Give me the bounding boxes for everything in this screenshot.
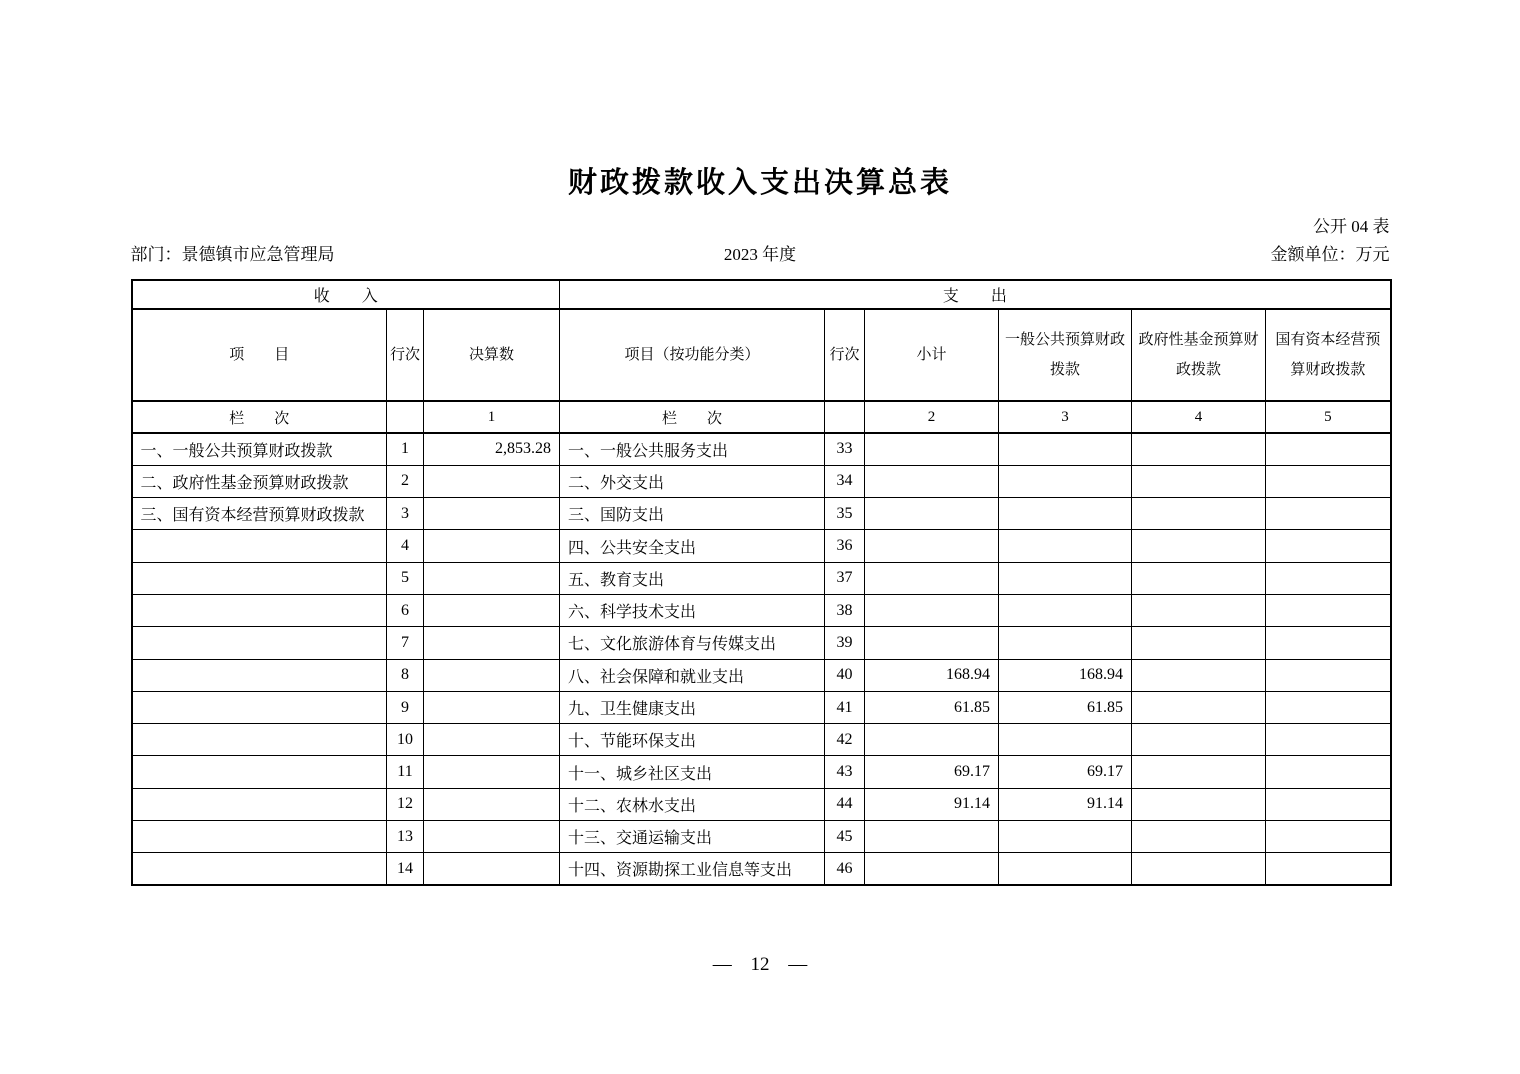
income-item-cell [132, 724, 387, 756]
expense-item-cell: 八、社会保障和就业支出 [560, 659, 825, 691]
income-amount-cell [424, 756, 560, 788]
table-code-label: 公开 04 表 [1313, 217, 1390, 236]
expense-item-cell: 六、科学技术支出 [560, 594, 825, 626]
income-amount-cell [424, 594, 560, 626]
expense-item-cell: 十二、农林水支出 [560, 788, 825, 820]
gov-fund-amount-cell [1132, 691, 1266, 723]
header-expense-row-no: 行次 [825, 309, 865, 401]
table-row [132, 853, 1391, 885]
income-item-cell [132, 756, 387, 788]
expense-item-cell: 四、公共安全支出 [560, 530, 825, 562]
department-label: 部门：景德镇市应急管理局 [130, 245, 335, 264]
expense-item-cell: 五、教育支出 [560, 562, 825, 594]
income-item-cell [132, 691, 387, 723]
income-row-number-cell: 3 [387, 498, 424, 530]
table-row [132, 562, 1391, 594]
income-row-number-cell: 6 [387, 594, 424, 626]
state-capital-amount-cell [1266, 821, 1391, 853]
income-amount-cell [424, 821, 560, 853]
table-row [132, 627, 1391, 659]
gov-fund-amount-cell [1132, 756, 1266, 788]
income-amount-cell [424, 465, 560, 497]
page-number: — 12 — [712, 954, 808, 975]
header-state-capital-budget: 国有资本经营预算财政拨款 [1266, 309, 1391, 401]
income-row-number-cell: 7 [387, 627, 424, 659]
general-budget-amount-cell [999, 465, 1132, 497]
general-budget-amount-cell [999, 594, 1132, 626]
income-row-number-cell: 12 [387, 788, 424, 820]
gov-fund-amount-cell [1132, 433, 1266, 465]
budget-summary-table [131, 279, 1392, 886]
expense-row-number-cell: 44 [825, 788, 865, 820]
table-row [132, 594, 1391, 626]
index-income-row-no [387, 401, 424, 433]
table-row [132, 724, 1391, 756]
expense-item-cell: 七、文化旅游体育与传媒支出 [560, 627, 825, 659]
column-index-row [132, 401, 1391, 433]
expense-item-cell: 三、国防支出 [560, 498, 825, 530]
index-col-2: 2 [865, 401, 999, 433]
income-amount-cell [424, 627, 560, 659]
expense-row-number-cell: 43 [825, 756, 865, 788]
subtotal-amount-cell [865, 562, 999, 594]
subtotal-amount-cell [865, 627, 999, 659]
income-item-cell [132, 594, 387, 626]
expense-row-number-cell: 36 [825, 530, 865, 562]
income-row-number-cell: 2 [387, 465, 424, 497]
table-row [132, 756, 1391, 788]
index-label-income: 栏 次 [132, 401, 387, 433]
subtotal-amount-cell [865, 433, 999, 465]
expense-item-cell: 九、卫生健康支出 [560, 691, 825, 723]
header-income-item: 项 目 [132, 309, 387, 401]
income-item-cell [132, 659, 387, 691]
general-budget-amount-cell: 168.94 [999, 659, 1132, 691]
table-row [132, 530, 1391, 562]
income-amount-cell [424, 498, 560, 530]
section-header-row [132, 280, 1391, 309]
gov-fund-amount-cell [1132, 821, 1266, 853]
subtotal-amount-cell [865, 498, 999, 530]
subtotal-amount-cell: 168.94 [865, 659, 999, 691]
header-subtotal: 小计 [865, 309, 999, 401]
income-item-cell [132, 530, 387, 562]
gov-fund-amount-cell [1132, 659, 1266, 691]
table-row [132, 821, 1391, 853]
expense-row-number-cell: 45 [825, 821, 865, 853]
general-budget-amount-cell: 91.14 [999, 788, 1132, 820]
subtotal-amount-cell [865, 465, 999, 497]
income-row-number-cell: 8 [387, 659, 424, 691]
subtotal-amount-cell [865, 724, 999, 756]
fiscal-year-label: 2023 年度 [723, 245, 797, 264]
table-row [132, 691, 1391, 723]
meta-row [131, 242, 1390, 268]
state-capital-amount-cell [1266, 627, 1391, 659]
header-gov-fund-budget: 政府性基金预算财政拨款 [1132, 309, 1266, 401]
income-item-cell: 三、国有资本经营预算财政拨款 [132, 498, 387, 530]
header-general-public-budget: 一般公共预算财政拨款 [999, 309, 1132, 401]
index-expense-row-no [825, 401, 865, 433]
income-amount-cell [424, 724, 560, 756]
table-body [132, 280, 1391, 885]
general-budget-amount-cell [999, 627, 1132, 659]
expense-row-number-cell: 42 [825, 724, 865, 756]
income-item-cell: 二、政府性基金预算财政拨款 [132, 465, 387, 497]
subtotal-amount-cell [865, 530, 999, 562]
income-amount-cell [424, 530, 560, 562]
general-budget-amount-cell [999, 821, 1132, 853]
general-budget-amount-cell: 61.85 [999, 691, 1132, 723]
income-section-header: 收 入 [132, 280, 560, 309]
state-capital-amount-cell [1266, 465, 1391, 497]
state-capital-amount-cell [1266, 853, 1391, 885]
income-row-number-cell: 14 [387, 853, 424, 885]
expense-item-cell: 一、一般公共服务支出 [560, 433, 825, 465]
income-amount-cell: 2,853.28 [424, 433, 560, 465]
expense-section-header: 支 出 [560, 280, 1391, 309]
subtotal-amount-cell: 61.85 [865, 691, 999, 723]
income-row-number-cell: 4 [387, 530, 424, 562]
subtotal-amount-cell [865, 594, 999, 626]
subtotal-amount-cell [865, 853, 999, 885]
state-capital-amount-cell [1266, 788, 1391, 820]
expense-row-number-cell: 40 [825, 659, 865, 691]
gov-fund-amount-cell [1132, 853, 1266, 885]
expense-row-number-cell: 38 [825, 594, 865, 626]
document-content [131, 216, 1390, 886]
expense-row-number-cell: 34 [825, 465, 865, 497]
gov-fund-amount-cell [1132, 594, 1266, 626]
general-budget-amount-cell [999, 853, 1132, 885]
header-income-row-no: 行次 [387, 309, 424, 401]
state-capital-amount-cell [1266, 724, 1391, 756]
income-item-cell: 一、一般公共预算财政拨款 [132, 433, 387, 465]
gov-fund-amount-cell [1132, 465, 1266, 497]
index-col-4: 4 [1132, 401, 1266, 433]
subtotal-amount-cell: 69.17 [865, 756, 999, 788]
index-label-expense: 栏 次 [560, 401, 825, 433]
expense-row-number-cell: 39 [825, 627, 865, 659]
income-item-cell [132, 562, 387, 594]
expense-row-number-cell: 37 [825, 562, 865, 594]
income-row-number-cell: 13 [387, 821, 424, 853]
expense-item-cell: 十、节能环保支出 [560, 724, 825, 756]
state-capital-amount-cell [1266, 691, 1391, 723]
expense-row-number-cell: 33 [825, 433, 865, 465]
state-capital-amount-cell [1266, 530, 1391, 562]
gov-fund-amount-cell [1132, 724, 1266, 756]
general-budget-amount-cell: 69.17 [999, 756, 1132, 788]
subtotal-amount-cell: 91.14 [865, 788, 999, 820]
gov-fund-amount-cell [1132, 788, 1266, 820]
income-item-cell [132, 821, 387, 853]
column-header-row [132, 309, 1391, 401]
income-amount-cell [424, 562, 560, 594]
general-budget-amount-cell [999, 562, 1132, 594]
state-capital-amount-cell [1266, 659, 1391, 691]
index-col-3: 3 [999, 401, 1132, 433]
income-amount-cell [424, 659, 560, 691]
table-row [132, 465, 1391, 497]
general-budget-amount-cell [999, 530, 1132, 562]
expense-row-number-cell: 46 [825, 853, 865, 885]
income-item-cell [132, 853, 387, 885]
table-row [132, 788, 1391, 820]
state-capital-amount-cell [1266, 756, 1391, 788]
income-amount-cell [424, 691, 560, 723]
index-col-5: 5 [1266, 401, 1391, 433]
state-capital-amount-cell [1266, 433, 1391, 465]
subtotal-amount-cell [865, 821, 999, 853]
table-row [132, 659, 1391, 691]
expense-item-cell: 十四、资源勘探工业信息等支出 [560, 853, 825, 885]
header-final-amount: 决算数 [424, 309, 560, 401]
table-row [132, 498, 1391, 530]
state-capital-amount-cell [1266, 562, 1391, 594]
expense-row-number-cell: 41 [825, 691, 865, 723]
index-col-1: 1 [424, 401, 560, 433]
expense-row-number-cell: 35 [825, 498, 865, 530]
income-item-cell [132, 627, 387, 659]
expense-item-cell: 十三、交通运输支出 [560, 821, 825, 853]
income-row-number-cell: 10 [387, 724, 424, 756]
income-amount-cell [424, 853, 560, 885]
gov-fund-amount-cell [1132, 562, 1266, 594]
general-budget-amount-cell [999, 433, 1132, 465]
document-title: 财政拨款收入支出决算总表 [567, 167, 952, 199]
gov-fund-amount-cell [1132, 498, 1266, 530]
general-budget-amount-cell [999, 724, 1132, 756]
general-budget-amount-cell [999, 498, 1132, 530]
income-item-cell [132, 788, 387, 820]
expense-item-cell: 二、外交支出 [560, 465, 825, 497]
income-row-number-cell: 9 [387, 691, 424, 723]
gov-fund-amount-cell [1132, 627, 1266, 659]
amount-unit-label: 金额单位：万元 [1270, 245, 1390, 264]
income-amount-cell [424, 788, 560, 820]
table-row [132, 433, 1391, 465]
gov-fund-amount-cell [1132, 530, 1266, 562]
income-row-number-cell: 11 [387, 756, 424, 788]
expense-item-cell: 十一、城乡社区支出 [560, 756, 825, 788]
state-capital-amount-cell [1266, 594, 1391, 626]
header-expense-item: 项目（按功能分类） [560, 309, 825, 401]
income-row-number-cell: 1 [387, 433, 424, 465]
income-row-number-cell: 5 [387, 562, 424, 594]
state-capital-amount-cell [1266, 498, 1391, 530]
